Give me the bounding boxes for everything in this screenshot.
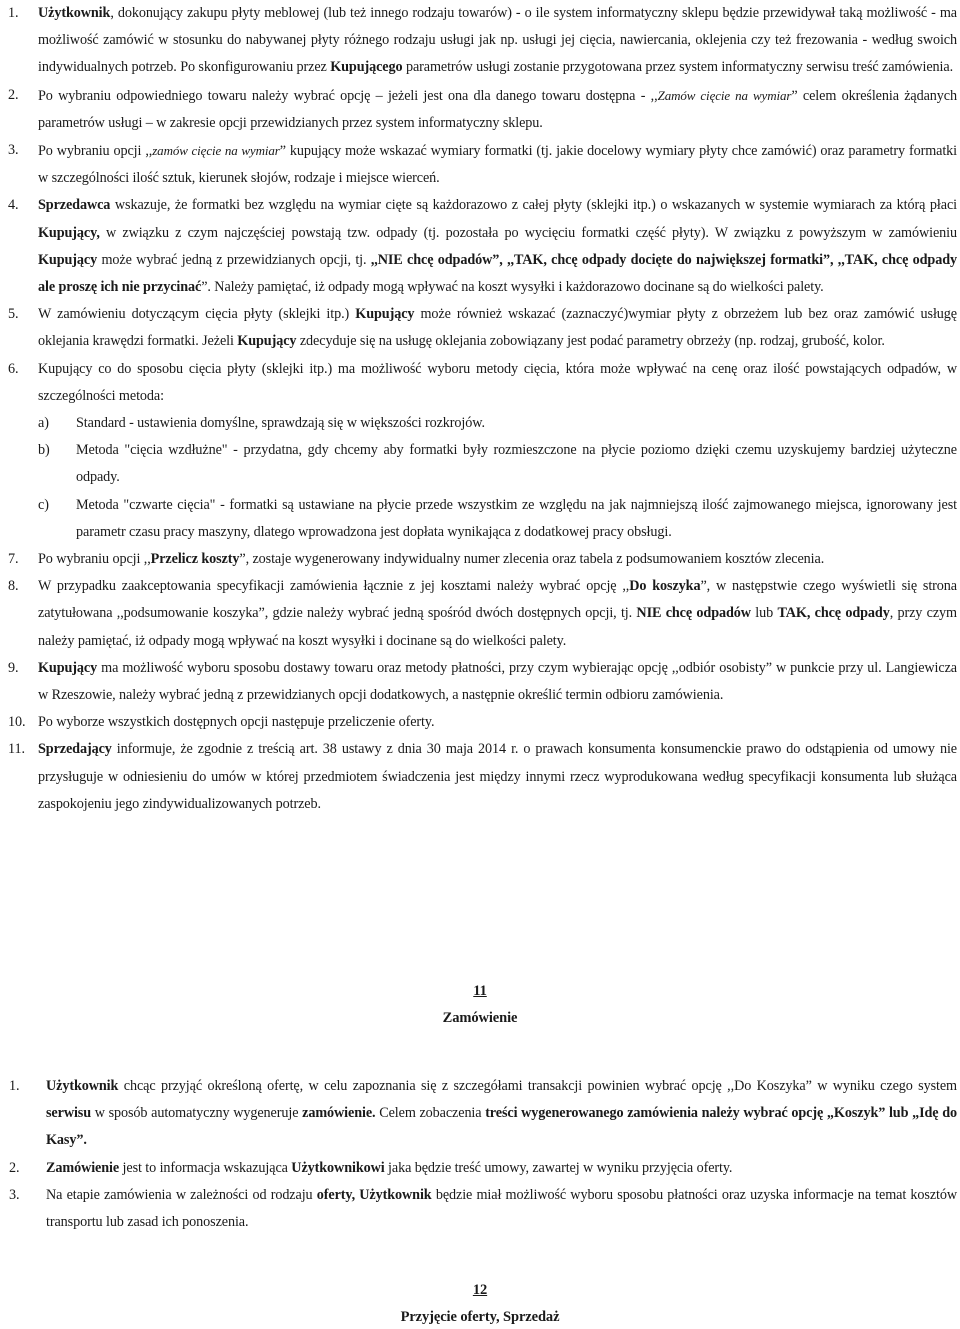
list-item-number: 6.: [8, 360, 19, 377]
list-item-number: 4.: [8, 197, 19, 214]
list-item: [0, 655, 960, 709]
text-run: Na etapie zamówienia w zależności od rodzaju: [46, 1186, 317, 1203]
list-item: [0, 192, 960, 301]
bold-text: Kupujący: [38, 251, 98, 268]
section-11-number: 11: [473, 983, 487, 999]
bold-text: Sprzedawca: [38, 197, 111, 214]
text-run: ”. Należy pamiętać, iż odpady mogą wpływać na koszt wysyłki i każdorazowo docinane są do wielkości palety.: [201, 279, 824, 296]
bold-text: Do koszyka: [629, 578, 701, 595]
list-item: [0, 709, 960, 736]
text-run: W przypadku zaakceptowania specyfikacji zamówienia łącznie z jej kosztami należy wybrać opcję ,,: [38, 578, 630, 595]
sub-list-item-text: Standard - ustawienia domyślne, sprawdzają się w większości rozkrojów.: [76, 415, 485, 432]
text-run: ” kupujący może wskazać wymiary formatki (tj. jakie docelowy wymiary płyty chce zamówić) oraz parametry formatki w szczególności ilość sztuk, kierunek słojów, rodzaje i miejsce wierceń.: [38, 143, 958, 187]
sub-list-item-text: Metoda "cięcia wzdłużne" - przydatna, gdy chcemy aby formatki były rozmieszczone na płycie poziomo dzięki czemu uzyskujemy bardziej użyteczne odpady.: [76, 442, 957, 486]
list-item: [0, 1182, 960, 1236]
list-item-number: 3.: [9, 1186, 20, 1203]
text-run: może również wskazać (zaznaczyć)wymiar płyty z obrzeżem lub bez oraz zamówić usługę oklejania krawędzi formatki. Jeżeli: [38, 306, 957, 350]
italic-text: Zamów cięcie na wymiar: [657, 87, 792, 103]
text-run: w związku z czym najczęściej powstają tzw. odpady (tj. pozostała po wycięciu formatki część płyty). W związku z powyższym w zamówieniu: [99, 224, 957, 241]
text-run: chcąc przyjąć określoną ofertę, w celu zapoznania się z szczegółami transakcji powinien wybrać opcję ,,Do Koszyka” w wyniku czego system: [118, 1078, 957, 1094]
list-item: [0, 1155, 960, 1182]
sub-list-item-letter: b): [38, 442, 50, 459]
sub-list-item-letter: a): [38, 415, 49, 432]
section-11-title: Zamówienie: [442, 1010, 518, 1026]
list-item: [0, 82, 960, 137]
list-item: [0, 301, 960, 355]
sub-list-item: [0, 492, 960, 546]
list-item-number: 1.: [9, 1078, 20, 1094]
bold-text: Użytkownikowi: [291, 1159, 385, 1176]
section-11-heading: [0, 983, 960, 1027]
text-run: ma możliwość wyboru sposobu dostawy towaru oraz metody płatności, przy czym wybierając opcję ,,odbiór osobisty” w punkcie przy ul. Langiewicza w Rzeszowie, należy wybrać jedną z przewidzianych opcji dodatkowych, a następnie określić termin odbioru zamówienia.: [38, 659, 957, 704]
sub-list-item: [0, 410, 960, 437]
text-run: ”, w następstwie czego wyświetli się strona zatytułowana ,,podsumowanie koszyka”, gdzie należy wybrać jedną spośród dwóch dostępnych opcji, tj.: [38, 578, 957, 622]
list-item-number: 8.: [8, 578, 19, 595]
italic-text: zamów cięcie na wymiar: [152, 143, 280, 159]
list-item: [0, 356, 960, 410]
sub-list-item-text: Metoda "czwarte cięcia" - formatki są ustawiane na płycie przede wszystkim ze względu na jak najmniejszą ilość zajmowanego miejsca, ignorowany jest parametr czasu pracy maszyny, dlatego wprowadzona jest dopłata wynikająca z dodatkowej pracy obsługi.: [76, 496, 957, 540]
bold-text: Kupujący: [38, 659, 98, 676]
list-item-number: 1.: [8, 5, 19, 21]
bold-text: Kupujący,: [38, 224, 100, 241]
bold-text: NIE chcę odpadów: [636, 605, 751, 622]
sub-list-item: [0, 437, 960, 491]
bold-text: zamówienie.: [302, 1105, 376, 1122]
list-item: [0, 0, 960, 82]
text-run: może wybrać jedną z przewidzianych opcji, tj.: [97, 251, 371, 268]
section-12-heading: [0, 1282, 960, 1326]
bold-text: treści wygenerowanego zamówienia należy wybrać opcję „Koszyk” lub „Idę do Kasy”.: [46, 1105, 957, 1149]
list-item: [0, 1073, 960, 1155]
list-item: [0, 736, 960, 818]
text-run: Po wyborze wszystkich dostępnych opcji następuje przeliczenie oferty.: [38, 714, 435, 731]
list-item: [0, 137, 960, 192]
text-run: Po wybraniu opcji ,,: [38, 551, 151, 568]
text-run: zdecyduje się na usługę oklejania zobowiązany jest podać parametry obrzeży (np. rodzaj, grubość, kolor.: [296, 333, 885, 350]
text-run: ” celem określenia żądanych parametrów usługi – w zakresie opcji przewidzianych przez system informatyczny sklepu.: [38, 87, 957, 131]
text-run: , przy czym należy pamiętać, iż odpady mogą wpływać na koszt wysyłki i docinane są do wielkości palety.: [38, 605, 957, 649]
text-run: będzie miał możliwość wyboru sposobu płatności oraz uzyska informacje na temat kosztów transportu lub zasad ich ponoszenia.: [46, 1186, 958, 1231]
text-run: ”, zostaje wygenerowany indywidualny numer zlecenia oraz tabela z podsumowaniem kosztów zlecenia.: [239, 551, 825, 568]
list-item-number: 10.: [8, 714, 26, 731]
bold-text: Zamówienie: [46, 1159, 120, 1176]
text-run: w sposób automatyczny wygeneruje: [91, 1105, 303, 1122]
list-item-number: 11.: [8, 741, 25, 758]
text-run: jaka będzie treść umowy, zawartej w wyniku przyjęcia oferty.: [384, 1159, 733, 1176]
list-item-number: 5.: [8, 306, 19, 323]
bold-text: serwisu: [46, 1105, 92, 1122]
text-run: Celem zobaczenia: [375, 1105, 486, 1122]
text-run: parametrów usługi zostanie przygotowana przez system informatyczny serwisu treść zamówienia.: [402, 59, 954, 76]
list-item-number: 2.: [9, 1159, 20, 1176]
sub-list-item-letter: c): [38, 496, 49, 513]
section-12-title: Przyjęcie oferty, Sprzedaż: [400, 1309, 560, 1325]
bold-text: Sprzedający: [38, 741, 112, 758]
list-item-number: 9.: [8, 659, 19, 676]
text-run: Po wybraniu opcji ,,: [38, 143, 153, 160]
list-item-number: 2.: [8, 86, 19, 103]
bold-text: ,,NIE chcę odpadów”, ,,TAK, chcę odpady docięte do największej formatki”, ,,TAK, chcę odpady ale proszę ich nie przycinać: [38, 251, 957, 296]
list-item-number: 3.: [8, 142, 19, 159]
text-run: lub: [750, 605, 778, 622]
bold-text: Przelicz koszty: [150, 551, 240, 568]
section-11-list: [0, 1073, 960, 1236]
bold-text: Użytkownik: [38, 5, 111, 21]
bold-text: Kupujący: [355, 306, 415, 323]
bold-text: oferty, Użytkownik: [316, 1186, 432, 1203]
list-item: [0, 546, 960, 573]
list-item-number: 7.: [8, 551, 19, 568]
bold-text: TAK, chcę odpady: [777, 605, 890, 622]
bold-text: Użytkownik: [46, 1078, 119, 1094]
text-run: W zamówieniu dotyczącym cięcia płyty (sklejki itp.): [38, 306, 356, 323]
text-run: Kupujący co do sposobu cięcia płyty (sklejki itp.) ma możliwość wyboru metody cięcia, która może wpływać na cenę oraz ilość powstających odpadów, w szczególności metoda:: [38, 360, 957, 404]
bold-text: Kupującego: [330, 59, 403, 76]
text-run: Po wybraniu odpowiedniego towaru należy wybrać opcję – jeżeli jest ona dla danego towaru dostępna - ,,: [38, 87, 658, 104]
text-run: jest to informacja wskazująca: [119, 1159, 292, 1176]
bold-text: Kupujący: [237, 333, 297, 350]
text-run: informuje, że zgodnie z treścią art. 38 ustawy z dnia 30 maja 2014 r. o prawach konsumenta konsumenckie prawo do odstąpienia od umowy nie przysługuje w odniesieniu do umów w której przedmiotem świadczenia jest między innymi rzecz wyprodukowana według specyfikacji konsumenta lub służąca zaspokojeniu jego zindywidualizowanych potrzeb.: [38, 741, 957, 812]
text-run: , dokonujący zakupu płyty meblowej (lub też innego rodzaju towarów) - o ile system informatyczny sklepu będzie przewidywał taką możliwość - ma możliwość zamówić w stosunku do nabywanej płyty różnego rodzaju usługi jak np. usługi jej cięcia, nawiercania, oklejenia czy też frezowania - według swoich indywidualnych potrzeb. Po skonfigurowaniu przez: [38, 5, 957, 76]
list-item: [0, 573, 960, 655]
text-run: wskazuje, że formatki bez względu na wymiar cięte są każdorazowo z całej płyty (sklejki itp.) o wskazanych w systemie wymiarach za którą płaci: [110, 197, 957, 214]
section-12-number: 12: [472, 1282, 488, 1298]
